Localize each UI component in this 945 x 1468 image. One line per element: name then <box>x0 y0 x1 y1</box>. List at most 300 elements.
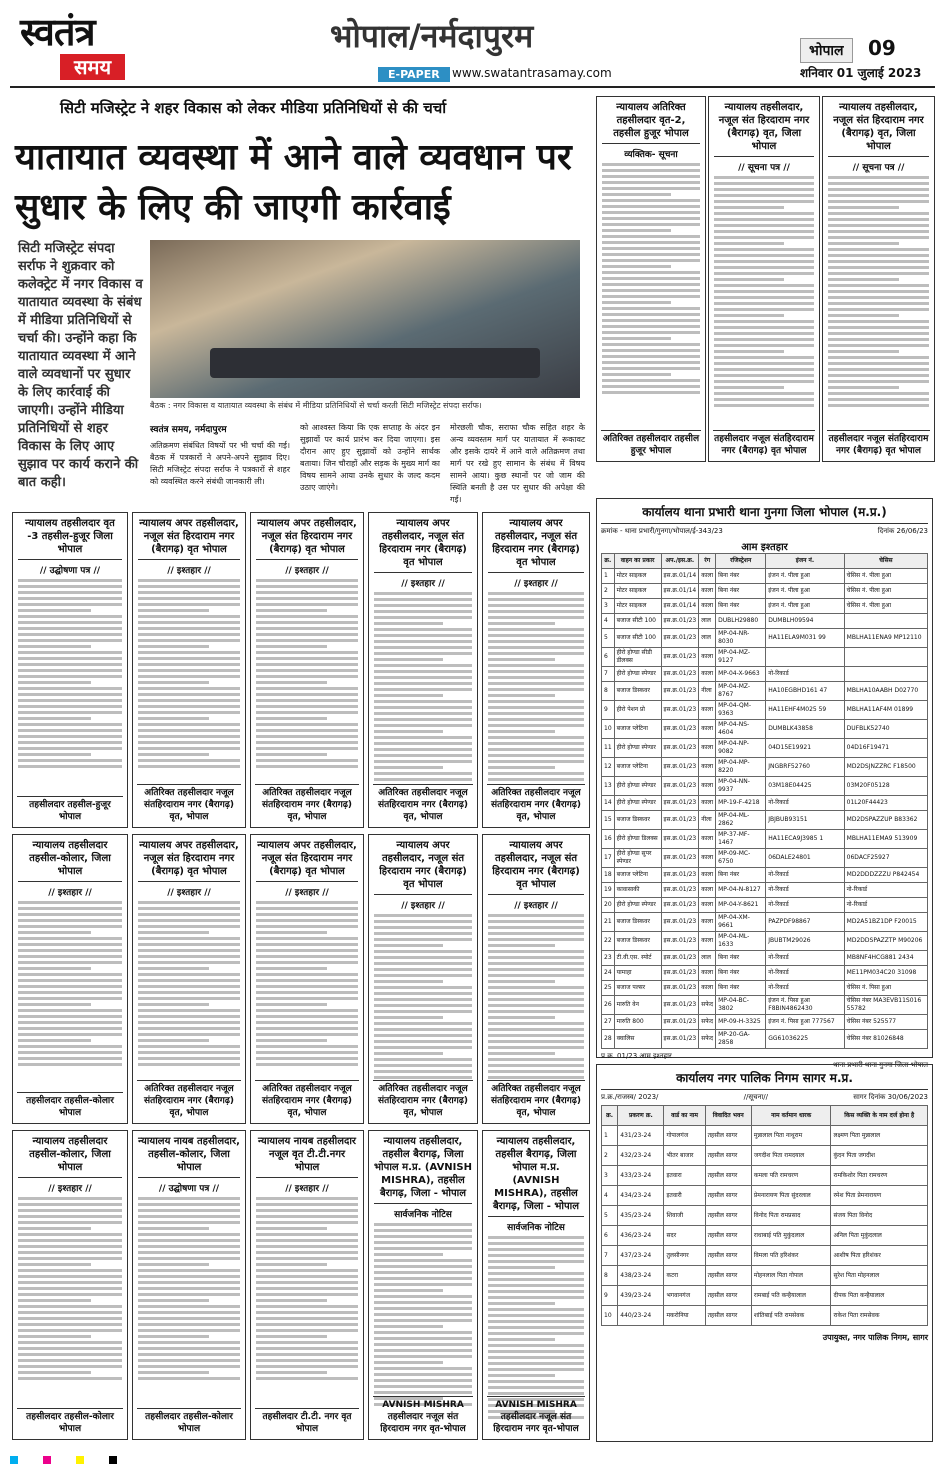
notice-text-line <box>138 657 240 660</box>
notice-text-line <box>374 1016 443 1019</box>
notice-text-line <box>138 1003 209 1006</box>
city-label: भोपाल <box>800 38 853 63</box>
notice-text-line <box>18 1371 91 1374</box>
table-cell: काला <box>699 584 716 599</box>
table-cell: MP-09-MC-6750 <box>716 849 766 868</box>
table-cell: चेसिस नं. पीला हुआ <box>844 584 927 599</box>
notice-text-line <box>138 1239 240 1242</box>
notice-text-line <box>18 1197 122 1200</box>
notice-signature-text: अतिरिक्त तहसीलदार तहसील हुजूर भोपाल <box>602 434 700 456</box>
notice-text-line <box>488 724 584 727</box>
notice-text-line <box>828 404 929 407</box>
notice-text-line <box>18 735 122 738</box>
notice-text-line <box>602 313 700 316</box>
table-cell: काला <box>699 648 716 667</box>
notice-text-line <box>374 778 472 781</box>
table-cell: DUMBLK43858 <box>766 720 844 739</box>
table-cell: 12 <box>602 758 615 777</box>
table-cell: इंजन नं. पिसा हुआ 777567 <box>766 1015 844 1030</box>
table-cell: मोटर साइकल <box>614 569 661 584</box>
table-cell: इस.क्र.01/14 <box>661 569 699 584</box>
table-cell: MP-04-BC-3802 <box>716 996 766 1015</box>
notice-text-line <box>488 1368 584 1371</box>
table-cell: सफेद <box>699 1015 716 1030</box>
notice-text-line <box>488 766 555 769</box>
notice-text-line <box>374 598 472 601</box>
notice-signature-text: AVNISH MISHRA तहसीलदार नजूल संत हिरदाराम नगर वृत-भोपाल <box>493 1400 579 1434</box>
notice-title: // इश्तहार // <box>167 888 211 898</box>
table-cell: इस.क्र.01/23 <box>661 996 699 1015</box>
notice-text-line <box>18 1063 122 1066</box>
notice-text-line <box>18 741 122 744</box>
notice-text-line <box>138 759 240 762</box>
notice-text-line <box>488 1302 555 1305</box>
table-cell: बिना नंबर <box>716 569 766 584</box>
table-cell: इस.क्र.01/14 <box>661 599 699 614</box>
notice-text-line <box>828 344 929 347</box>
notice-text-line <box>488 1362 584 1365</box>
notice-text-line <box>714 308 814 311</box>
notice-text-line <box>138 1015 240 1018</box>
notice-text-line <box>138 1293 240 1296</box>
table-cell: काला <box>699 913 716 932</box>
notice-signature-text: अतिरिक्त तहसीलदार नजूल संतहिरदाराम नगर (बैरागढ़) वृत, भोपाल <box>143 1084 235 1118</box>
notice-text-line <box>256 633 358 636</box>
table-row <box>602 1146 928 1166</box>
notice-heading: न्यायालय अपर तहसीलदार, नजूल संत हिरदाराम नगर (बैरागढ़) वृत भोपाल <box>256 839 358 882</box>
notice-text-line <box>374 992 472 995</box>
notice-text-line <box>488 1254 584 1257</box>
table-cell: इस.क्र.01/23 <box>661 883 699 898</box>
notice-text-line <box>138 609 209 612</box>
notice-text-line <box>488 1290 584 1293</box>
notice-text-line <box>256 585 358 588</box>
table-cell: नो-रिकार्ड <box>766 951 844 966</box>
table-cell: तुलसीनगर <box>664 1246 705 1266</box>
notice-text-line <box>256 639 358 642</box>
table-row <box>602 981 928 996</box>
table-cell: नो-रिकार्ड <box>766 966 844 981</box>
police-col-header: अप./इस.क्र. <box>661 554 699 569</box>
nigam-table <box>601 1105 928 1326</box>
table-cell: 8 <box>602 682 615 701</box>
notice-text-line <box>256 681 327 684</box>
table-cell: बजाज डिस्कवर <box>614 913 661 932</box>
table-row <box>602 913 928 932</box>
notice-text-line <box>256 991 358 994</box>
table-cell: 4 <box>602 1186 618 1206</box>
notice-text-line <box>828 176 929 179</box>
table-cell: इस.क्र.01/23 <box>661 932 699 951</box>
notice-signature-text: AVNISH MISHRA तहसीलदार नजूल संत हिरदाराम नगर वृत-भोपाल <box>380 1400 466 1434</box>
notice-text-line <box>256 591 358 594</box>
notice-title: // इश्तहार // <box>514 579 558 589</box>
notice-text-line <box>256 901 358 904</box>
notice-text-line <box>256 1197 358 1200</box>
notice-text-line <box>374 736 472 739</box>
notice-text-line <box>488 742 584 745</box>
notice-text-line <box>488 1272 584 1275</box>
notice-text-line <box>256 1293 358 1296</box>
notice-text-line <box>374 1028 472 1031</box>
table-cell: 6 <box>602 1226 618 1246</box>
table-cell: तहसील सागर <box>705 1266 751 1286</box>
table-cell: बजाज डिस्कवर <box>614 682 661 701</box>
notice-text-line <box>488 1332 584 1335</box>
notice-text-line <box>256 1275 358 1278</box>
notice-text-line <box>374 688 472 691</box>
table-cell: इस.क्र.01/23 <box>661 1015 699 1030</box>
notice-text-line <box>138 651 240 654</box>
notice-text-line <box>18 759 122 762</box>
notice-text-line <box>374 766 443 769</box>
table-cell: MP-04-MZ-8767 <box>716 682 766 701</box>
table-row <box>602 932 928 951</box>
notice-text-line <box>374 670 472 673</box>
table-cell: नो-रिकार्ड <box>766 796 844 811</box>
notice-text-line <box>256 1359 358 1362</box>
notice-text-line <box>374 1385 472 1388</box>
notice-text-line <box>256 723 358 726</box>
notice-text-line <box>488 670 584 673</box>
table-cell: इस.क्र.01/23 <box>661 811 699 830</box>
notice-text-line <box>256 1015 358 1018</box>
notice-text-line <box>488 1046 584 1049</box>
legal-notice <box>250 1130 364 1440</box>
table-cell: काला <box>699 701 716 720</box>
notice-text-line <box>138 645 209 648</box>
notice-text-line <box>488 1034 584 1037</box>
notice-text-line <box>374 1034 472 1037</box>
notice-text-line <box>488 998 584 1001</box>
notice-text-line <box>374 694 443 697</box>
notice-text-line <box>138 1233 240 1236</box>
photo-table-shape <box>210 348 540 378</box>
notice-text-line <box>256 603 358 606</box>
notice-text-line <box>18 717 91 720</box>
notice-text-line <box>488 682 584 685</box>
table-cell: बिना नंबर <box>716 584 766 599</box>
table-cell: इस.क्र.01/23 <box>661 629 699 648</box>
notice-text-line <box>256 729 358 732</box>
notice-text-line <box>374 1367 472 1370</box>
notice-text-line <box>374 938 472 941</box>
notice-text-line <box>18 705 122 708</box>
notice-text-line <box>18 765 122 768</box>
notice-text-line <box>602 181 700 184</box>
table-row <box>602 667 928 682</box>
notice-text-line <box>256 1057 358 1060</box>
notice-signature-text: अतिरिक्त तहसीलदार नजूल संतहिरदाराम नगर (बैरागढ़) वृत, भोपाल <box>261 1084 353 1118</box>
notice-text-line <box>488 950 584 953</box>
notice-text-line <box>602 229 671 232</box>
notice-text-line <box>138 1335 209 1338</box>
table-cell: इंजन नं. पीला हुआ <box>766 599 844 614</box>
table-cell: इस.क्र.01/23 <box>661 830 699 849</box>
notice-text-line <box>18 1203 122 1206</box>
table-cell: गोपालगंज <box>664 1126 705 1146</box>
notice-text-line <box>602 259 700 262</box>
notice-text-line <box>256 1311 358 1314</box>
notice-text-line <box>138 633 240 636</box>
table-cell: भीतर बाजार <box>664 1146 705 1166</box>
notice-text-line <box>256 1027 358 1030</box>
notice-text-line <box>18 1233 122 1236</box>
table-cell: नो-रिकार्ड <box>844 883 927 898</box>
legal-notice <box>250 512 364 828</box>
table-cell: 7 <box>602 667 615 682</box>
table-cell: 13 <box>602 777 615 796</box>
notice-text-line <box>374 920 472 923</box>
notice-heading: न्यायालय नायब तहसीलदार नजूल वृत टी.टी.नगर भोपाल <box>256 1135 358 1178</box>
table-cell: बजाज सीटी 100 <box>614 614 661 629</box>
table-row <box>602 1226 928 1246</box>
notice-text-line <box>256 985 358 988</box>
table-cell: काला <box>699 739 716 758</box>
story-headline: यातायात व्यवस्था में आने वाले व्यवधान पर सुधार के लिए की जाएगी कार्रवाई <box>15 136 572 228</box>
notice-text-line <box>714 242 784 245</box>
notice-text-line <box>256 1039 327 1042</box>
notice-text-line <box>256 1003 327 1006</box>
police-col-header: क्र. <box>602 554 615 569</box>
notice-text-line <box>828 368 929 371</box>
notice-text-line <box>488 1052 555 1055</box>
notice-text-line <box>138 693 240 696</box>
notice-title: // इश्तहार // <box>48 1184 92 1194</box>
table-cell: कुंदन पिता जगदीश <box>831 1146 928 1166</box>
table-row <box>602 682 928 701</box>
notice-text-line <box>602 193 671 196</box>
notice-text-line <box>714 284 814 287</box>
notice-text-line <box>256 753 327 756</box>
notice-signature <box>17 1408 123 1435</box>
table-cell: JBUBTM29026 <box>766 932 844 951</box>
notice-text-line <box>18 1269 122 1272</box>
notice-title: सार्वजनिक नोटिस <box>394 1210 452 1220</box>
notice-text-line <box>374 706 472 709</box>
notice-text-line <box>828 194 929 197</box>
notice-text-line <box>714 326 814 329</box>
notice-text-line <box>488 616 584 619</box>
table-cell: इस.क्र.01/23 <box>661 849 699 868</box>
table-cell: बजाज पल्सर <box>614 981 661 996</box>
notice-title: // उद्घोषणा पत्र // <box>39 566 101 576</box>
notice-text-line <box>602 337 671 340</box>
table-cell: 04D15E19921 <box>766 739 844 758</box>
masthead-logo[interactable] <box>20 10 180 90</box>
notice-text-line <box>714 224 814 227</box>
notice-text-line <box>256 961 358 964</box>
notice-heading: न्यायालय तहसीलदार, नजूल संत हिरदाराम नगर (बैरागढ़) वृत, जिला भोपाल <box>828 101 929 157</box>
notice-text-line <box>828 386 899 389</box>
legal-notice <box>132 1130 246 1440</box>
notice-signature <box>137 1080 241 1119</box>
table-cell: संजय पिता विनोद <box>831 1206 928 1226</box>
table-cell: नो-रिकार्ड <box>766 883 844 898</box>
header-divider <box>10 86 935 88</box>
reg-black <box>109 1456 117 1464</box>
notice-text-line <box>488 760 584 763</box>
police-notice <box>596 498 933 1069</box>
notice-text-line <box>18 1209 122 1212</box>
notice-text-line <box>374 1022 472 1025</box>
notice-signature <box>373 1080 473 1119</box>
notice-text-line <box>18 1341 122 1344</box>
notice-text-line <box>18 651 122 654</box>
notice-text-line <box>256 669 358 672</box>
notice-text-line <box>488 694 555 697</box>
notice-text-line <box>602 307 700 310</box>
notice-text-line <box>256 949 358 952</box>
notice-text-line <box>256 955 358 958</box>
notice-text-line <box>488 1010 584 1013</box>
nigam-ref: प्र.क्र./राजस्व/ 2023/ <box>601 1093 659 1101</box>
notice-text-line <box>488 718 584 721</box>
notice-text-line <box>488 1320 584 1323</box>
notice-text-line <box>488 1380 584 1383</box>
table-cell: बजाज प्लेटिना <box>614 720 661 739</box>
notice-text-line <box>138 1359 240 1362</box>
notice-text-line <box>828 350 899 353</box>
notice-text-line <box>138 1057 240 1060</box>
notice-text-line <box>18 1359 122 1362</box>
table-cell: लाल <box>699 951 716 966</box>
table-cell: काला <box>699 849 716 868</box>
table-cell: MP-04-MP-8220 <box>716 758 766 777</box>
notice-text-line <box>374 968 472 971</box>
notice-text-line <box>256 621 358 624</box>
notice-text-line <box>602 367 700 370</box>
notice-signature <box>487 1080 585 1119</box>
notice-text-line <box>488 1242 584 1245</box>
notice-heading: न्यायालय तहसीलदार तहसील-कोलार, जिला भोपाल <box>18 1135 122 1178</box>
notice-text-line <box>374 754 472 757</box>
notice-text-line <box>714 266 814 269</box>
notice-signature <box>373 784 473 823</box>
notice-text-line <box>138 591 240 594</box>
notice-text-line <box>138 1021 240 1024</box>
table-cell: MP-04-N-8127 <box>716 883 766 898</box>
notice-text-line <box>828 362 929 365</box>
notice-text-line <box>256 937 358 940</box>
table-row <box>602 1206 928 1226</box>
notice-text-line <box>602 169 700 172</box>
notice-title: // इश्तहार // <box>401 901 445 911</box>
issue-date: शनिवार 01 जुलाई 2023 <box>800 66 922 80</box>
notice-title: // इश्तहार // <box>167 566 211 576</box>
notice-text-line <box>488 1022 584 1025</box>
notice-text-line <box>256 1257 358 1260</box>
table-cell: 04D16F19471 <box>844 739 927 758</box>
notice-text-line <box>256 663 358 666</box>
notice-text-line <box>18 1287 122 1290</box>
notice-text-line <box>374 950 472 953</box>
notice-text-line <box>714 320 814 323</box>
nigam-date: सागर दिनांक 30/06/2023 <box>853 1093 928 1101</box>
table-cell: मुन्नालाल पिता नाथूराम <box>751 1126 831 1146</box>
notice-text-line <box>602 223 700 226</box>
notice-text-line <box>256 699 358 702</box>
notice-text-line <box>138 615 240 618</box>
police-sign: थाना प्रभारी थाना गुनगा जिला भोपाल <box>833 1061 928 1069</box>
table-cell: MP-04-X-9663 <box>716 667 766 682</box>
notice-text-line <box>18 699 122 702</box>
notice-signature <box>137 784 241 823</box>
notice-text-line <box>828 182 929 185</box>
table-cell: 18 <box>602 868 615 883</box>
table-cell: बिना नंबर <box>716 951 766 966</box>
notice-text-line <box>828 314 899 317</box>
notice-text-line <box>256 711 358 714</box>
table-row <box>602 1166 928 1186</box>
notice-text-line <box>256 615 358 618</box>
notice-text-line <box>488 1338 555 1341</box>
table-cell: इस.क्र.01/23 <box>661 739 699 758</box>
table-row <box>602 614 928 629</box>
notice-text-line <box>488 604 584 607</box>
notice-text-line <box>828 272 929 275</box>
section-title: भोपाल/नर्मदापुरम <box>330 17 534 55</box>
table-cell: इस.क्र.01/23 <box>661 777 699 796</box>
notice-text-line <box>138 1281 240 1284</box>
legal-notice <box>132 834 246 1124</box>
notice-text-line <box>138 585 240 588</box>
notice-signature-text: तहसीलदार तहसील-कोलार भोपाल <box>26 1096 114 1118</box>
table-cell: MD2DSJNZZRC F18500 <box>844 758 927 777</box>
table-cell: मोटर साइकल <box>614 584 661 599</box>
table-cell: MD2A51BZ1DP F20015 <box>844 913 927 932</box>
table-cell: प्रेमनारायण पिता सुंदरलाल <box>751 1186 831 1206</box>
notice-text-line <box>18 955 122 958</box>
notice-heading: न्यायालय तहसीलदार, नजूल संत हिरदाराम नगर (बैरागढ़) वृत, जिला भोपाल <box>714 101 814 157</box>
notice-text-line <box>18 675 122 678</box>
notice-text-line <box>828 278 899 281</box>
table-row <box>602 599 928 614</box>
notice-text-line <box>374 616 472 619</box>
reg-cyan <box>10 1456 18 1464</box>
photo-caption: बैठक : नगर विकास व यातायात व्यवस्था के संबंध में मीडिया प्रतिनिधियों से चर्चा करती सिटी मजिस्ट्रेट संपदा सर्राफ। <box>150 401 482 410</box>
table-cell: 431/23-24 <box>618 1126 664 1146</box>
notice-text-line <box>374 658 443 661</box>
table-cell: तहसील सागर <box>705 1186 751 1206</box>
notice-text-line <box>374 772 472 775</box>
notice-text-line <box>714 386 784 389</box>
notice-text-line <box>488 610 584 613</box>
legal-notice <box>482 512 590 828</box>
reg-magenta <box>43 1456 51 1464</box>
table-cell: 16 <box>602 830 615 849</box>
table-cell: शांतिबाई पति रामसेवक <box>751 1306 831 1326</box>
table-cell: 433/23-24 <box>618 1166 664 1186</box>
table-cell: 10 <box>602 720 615 739</box>
nigam-col-header: वार्ड का नाम <box>664 1106 705 1126</box>
notice-text-line <box>488 974 584 977</box>
table-cell: लक्ष्मण पिता मुन्नालाल <box>831 1126 928 1146</box>
notice-text-line <box>602 385 700 388</box>
legal-notice <box>12 512 128 828</box>
site-url[interactable]: www.swatantrasamay.com <box>452 66 612 80</box>
notice-text-line <box>374 646 472 649</box>
notice-text-line <box>138 1027 240 1030</box>
notice-text-line <box>714 350 784 353</box>
table-row <box>602 951 928 966</box>
notice-text-line <box>256 967 327 970</box>
notice-text-line <box>256 1051 358 1054</box>
table-cell: MP-04-MZ-9127 <box>716 648 766 667</box>
table-cell: DUMBLH09594 <box>766 614 844 629</box>
notice-text-line <box>828 206 899 209</box>
notice-text-line <box>18 979 122 982</box>
